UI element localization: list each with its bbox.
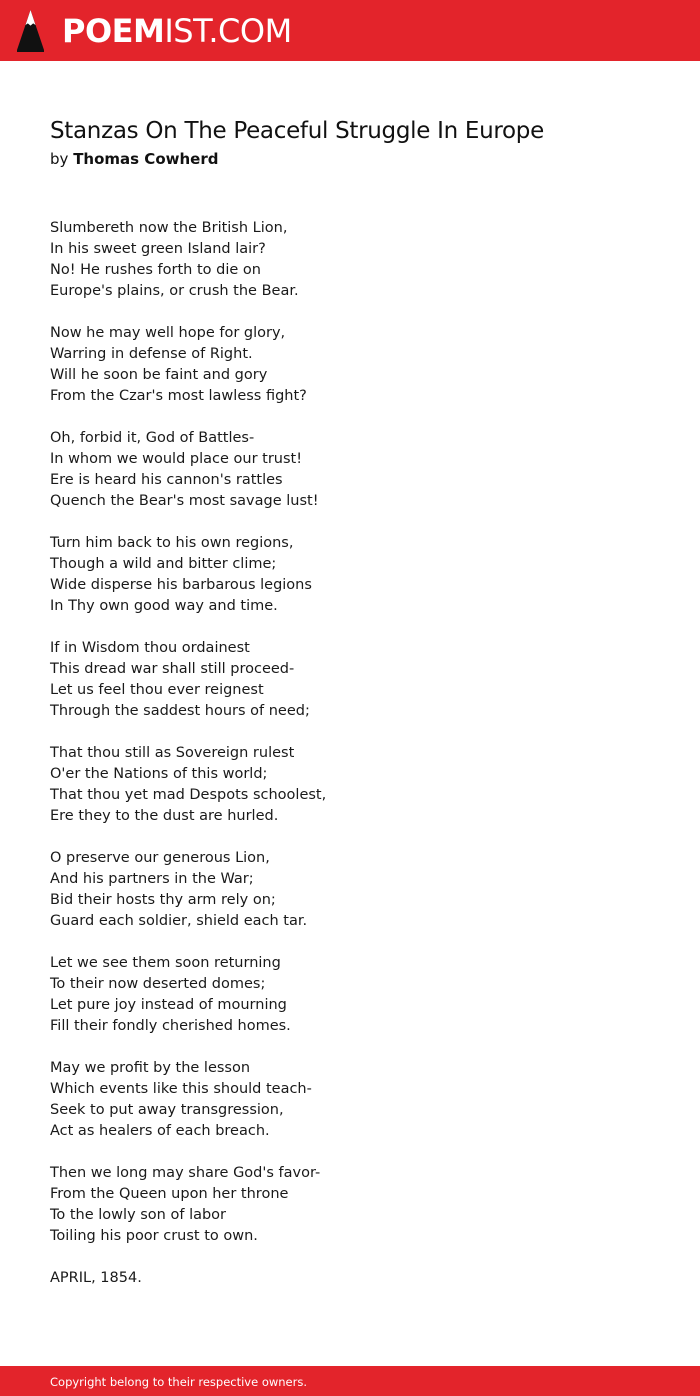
poem-line: Act as healers of each breach. (50, 1123, 270, 1139)
stanza-10 (50, 1163, 650, 1247)
poem-line: Let we see them soon returning (50, 955, 281, 971)
site-logo[interactable] (62, 11, 292, 51)
stanza-4 (50, 533, 650, 617)
poem-line: Toiling his poor crust to own. (50, 1228, 258, 1244)
poem-line: Let us feel thou ever reignest (50, 682, 264, 698)
poem-line: To the lowly son of labor (50, 1207, 227, 1223)
poem-line: Oh, forbid it, God of Battles- (50, 430, 255, 446)
poem-line: In Thy own good way and time. (50, 598, 278, 614)
poem-line: Though a wild and bitter clime; (50, 556, 277, 572)
stanza-9 (50, 1058, 650, 1142)
poem-line: Through the saddest hours of need; (50, 703, 310, 719)
poem-line: May we profit by the lesson (50, 1060, 251, 1076)
pencil-logo-icon[interactable] (17, 10, 44, 52)
stanza-7 (50, 848, 650, 932)
poem-line: In his sweet green Island lair? (50, 241, 266, 257)
poem-line: This dread war shall still proceed- (50, 661, 295, 677)
poem-line: Will he soon be faint and gory (50, 367, 268, 383)
copyright-notice: Copyright belong to their respective owners. (50, 1375, 308, 1389)
poem-line: O preserve our generous Lion, (50, 850, 270, 866)
poem-title: Stanzas On The Peaceful Struggle In Europe (50, 118, 544, 144)
poem-date-line: APRIL, 1854. (50, 1270, 142, 1286)
poem-line: That thou yet mad Despots schoolest, (50, 787, 327, 803)
stanza-1 (50, 218, 650, 302)
poem-line: To their now deserted domes; (50, 976, 266, 992)
stanza-3 (50, 428, 650, 512)
poem-body (50, 218, 650, 1310)
poem-line: Warring in defense of Right. (50, 346, 253, 362)
poem-line: Ere they to the dust are hurled. (50, 808, 279, 824)
poem-byline (50, 148, 218, 170)
poem-line: Slumbereth now the British Lion, (50, 220, 288, 236)
by-label: by (50, 150, 69, 168)
site-footer (0, 1366, 700, 1396)
poem-line: Then we long may share God's favor- (50, 1165, 321, 1181)
poem-line: If in Wisdom thou ordainest (50, 640, 250, 656)
poem-line: That thou still as Sovereign rulest (50, 745, 295, 761)
stanza-8 (50, 953, 650, 1037)
poem-line: In whom we would place our trust! (50, 451, 303, 467)
poem-line: Turn him back to his own regions, (50, 535, 294, 551)
poem-line: Which events like this should teach- (50, 1081, 312, 1097)
logo-text-light: IST.COM (164, 12, 292, 50)
stanza-2 (50, 323, 650, 407)
poem-line: Let pure joy instead of mourning (50, 997, 287, 1013)
poem-line: From the Czar's most lawless fight? (50, 388, 307, 404)
poem-line: No! He rushes forth to die on (50, 262, 261, 278)
poem-line: Seek to put away transgression, (50, 1102, 284, 1118)
poem-line: And his partners in the War; (50, 871, 254, 887)
poem-line: From the Queen upon her throne (50, 1186, 289, 1202)
poem-date (50, 1268, 650, 1289)
poem-line: Europe's plains, or crush the Bear. (50, 283, 299, 299)
poem-line: Quench the Bear's most savage lust! (50, 493, 319, 509)
stanza-5 (50, 638, 650, 722)
poem-line: Guard each soldier, shield each tar. (50, 913, 308, 929)
poem-line: Bid their hosts thy arm rely on; (50, 892, 276, 908)
site-header (0, 0, 700, 61)
poem-line: Wide disperse his barbarous legions (50, 577, 312, 593)
poem-line: Ere is heard his cannon's rattles (50, 472, 283, 488)
poem-author[interactable]: Thomas Cowherd (73, 150, 219, 168)
logo-text-bold: POEM (62, 12, 165, 50)
poem-line: O'er the Nations of this world; (50, 766, 268, 782)
poem-line: Now he may well hope for glory, (50, 325, 286, 341)
poem-line: Fill their fondly cherished homes. (50, 1018, 291, 1034)
stanza-6 (50, 743, 650, 827)
